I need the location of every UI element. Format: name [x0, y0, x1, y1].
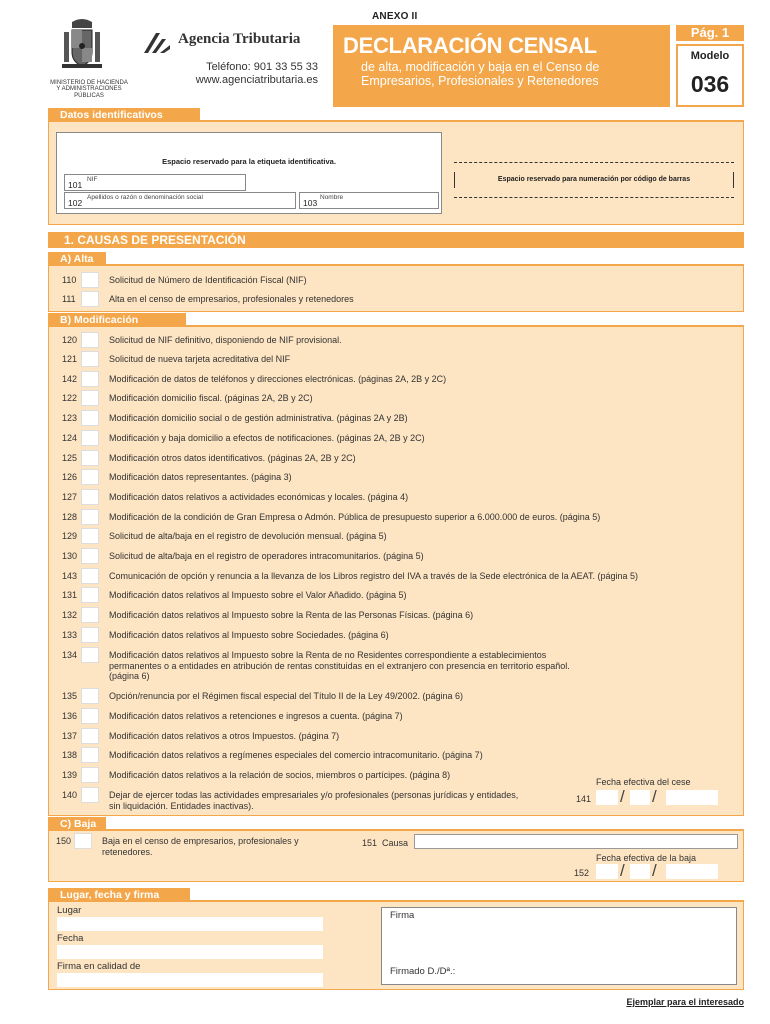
cese-day-field[interactable]	[596, 790, 618, 805]
causa-field[interactable]	[414, 834, 738, 849]
row-checkbox[interactable]	[81, 627, 99, 643]
calidad-label: Firma en calidad de	[57, 961, 141, 972]
lugar-field[interactable]	[57, 917, 323, 931]
nif-label: NIF	[87, 176, 98, 183]
row-number: 132	[62, 610, 78, 620]
agency-logo-icon	[142, 31, 172, 55]
document-subtitle: de alta, modificación y baja en el Censo de Empresarios, Profesionales y Retenedores	[361, 60, 600, 88]
row-text: Modificación datos relativos al Impuesto sobre el Valor Añadido. (página 5)	[109, 590, 407, 600]
row-checkbox[interactable]	[81, 747, 99, 763]
fecha-field[interactable]	[57, 945, 323, 959]
causa-label: Causa	[382, 838, 409, 848]
row-text: Dejar de ejercer todas las actividades empresariales y/o profesionales (personas jurídicas y entidades, sin liquidación. Entidades inactivas).	[109, 790, 519, 811]
model-number: 036	[690, 71, 730, 97]
row-checkbox[interactable]	[81, 371, 99, 387]
baja-date-number: 152	[574, 868, 590, 878]
tab-baja	[48, 817, 106, 831]
row-checkbox[interactable]	[81, 787, 99, 803]
row-text: Solicitud de nueva tarjeta acreditativa del NIF	[109, 354, 291, 364]
row-checkbox[interactable]	[81, 469, 99, 485]
row-number: 138	[62, 750, 78, 760]
firstname-label: Nombre	[320, 194, 344, 201]
row-number: 140	[62, 790, 78, 800]
calidad-field[interactable]	[57, 973, 323, 987]
row-number: 126	[62, 472, 78, 482]
row-text: Modificación datos relativos a la relación de socios, miembros o partícipes. (página 8)	[109, 770, 451, 780]
barcode-space-text: Espacio reservado para numeración por código de barras	[497, 176, 691, 183]
row-text: Solicitud de alta/baja en el registro de operadores intracomunitarios. (página 5)	[109, 551, 424, 561]
tab-alta-label: A) Alta	[60, 253, 94, 265]
row-number: 123	[62, 413, 78, 423]
row-number: 121	[62, 354, 78, 364]
cese-year-field[interactable]	[666, 790, 718, 805]
row-text: Comunicación de opción y renuncia a la llevanza de los Libros registro del IVA a través de la Sede electrónica de la AEAT. (página 5)	[109, 571, 638, 581]
baja-number: 150	[56, 836, 72, 846]
row-checkbox[interactable]	[81, 728, 99, 744]
tab-alta	[48, 252, 106, 266]
row-text: Modificación datos relativos a retenciones e ingresos a cuenta. (página 7)	[109, 711, 403, 721]
causa-number: 151	[362, 838, 378, 848]
row-number: 129	[62, 531, 78, 541]
ministry-label: MINISTERIO DE HACIENDA Y ADMINISTRACIONES PÚBLICAS	[50, 80, 128, 99]
nif-field[interactable]	[64, 174, 246, 191]
baja-month-field[interactable]	[630, 864, 650, 879]
copy-note: Ejemplar para el interesado	[626, 997, 744, 1007]
baja-year-field[interactable]	[666, 864, 718, 879]
row-text: Modificación datos relativos al Impuesto sobre Sociedades. (página 6)	[109, 630, 389, 640]
row-text: Modificación y baja domicilio a efectos de notificaciones. (páginas 2A, 2B y 2C)	[109, 433, 425, 443]
row-checkbox[interactable]	[81, 351, 99, 367]
row-text: Opción/renuncia por el Régimen fiscal especial del Título II de la Ley 49/2002. (página 6)	[109, 691, 464, 701]
row-number: 111	[62, 294, 76, 304]
row-number: 122	[62, 393, 78, 403]
row-text: Modificación domicilio fiscal. (páginas 2A, 2B y 2C)	[109, 393, 313, 403]
name-label: Apellidos o razón o denominación social	[87, 194, 203, 201]
alta-panel	[48, 265, 744, 312]
row-checkbox[interactable]	[81, 450, 99, 466]
name-field[interactable]	[64, 192, 296, 209]
row-text: Modificación datos representantes. (página 3)	[109, 472, 292, 482]
row-number: 136	[62, 711, 78, 721]
tab-datos-identificativos	[48, 108, 200, 122]
baja-text: Baja en el censo de empresarios, profesionales y retenedores.	[102, 836, 299, 857]
row-text: Solicitud de NIF definitivo, disponiendo de NIF provisional.	[109, 335, 342, 345]
row-checkbox[interactable]	[81, 489, 99, 505]
row-number: 133	[62, 630, 78, 640]
page-number: Pág. 1	[690, 25, 730, 40]
row-text: Modificación de la condición de Gran Empresa o Admón. Pública de presupuesto superior a 6.000.000 de euros. (página 5)	[109, 512, 601, 522]
baja-date-label: Fecha efectiva de la baja	[596, 853, 697, 863]
row-text: Modificación otros datos identificativos. (páginas 2A, 2B y 2C)	[109, 453, 356, 463]
nif-number: 101	[68, 180, 83, 190]
row-number: 142	[62, 374, 78, 384]
baja-day-field[interactable]	[596, 864, 618, 879]
row-number: 135	[62, 691, 78, 701]
cese-date-number: 141	[576, 794, 592, 804]
row-checkbox[interactable]	[81, 647, 99, 663]
row-number: 128	[62, 512, 78, 522]
coat-of-arms-icon	[62, 18, 102, 74]
agency-name: Agencia Tributaria	[178, 31, 301, 47]
tab-datos-label: Datos identificativos	[60, 109, 163, 121]
date-separator-icon: /	[652, 861, 657, 880]
row-text: Modificación domicilio social o de gestión administrativa. (páginas 2A y 2B)	[109, 413, 408, 423]
tab-firma-label: Lugar, fecha y firma	[60, 889, 160, 901]
row-checkbox[interactable]	[81, 688, 99, 704]
cese-month-field[interactable]	[630, 790, 650, 805]
date-separator-icon: /	[620, 787, 625, 806]
firma-label: Firma	[390, 910, 415, 921]
row-number: 120	[62, 335, 78, 345]
tab-modificacion-label: B) Modificación	[60, 314, 139, 326]
row-number: 127	[62, 492, 78, 502]
row-checkbox[interactable]	[81, 708, 99, 724]
fecha-label: Fecha	[57, 933, 84, 944]
model-label: Modelo	[690, 50, 730, 62]
row-checkbox[interactable]	[81, 548, 99, 564]
row-checkbox[interactable]	[81, 272, 99, 288]
firstname-number: 103	[303, 198, 318, 208]
cese-date-label: Fecha efectiva del cese	[596, 777, 691, 787]
row-number: 130	[62, 551, 78, 561]
row-checkbox[interactable]	[81, 568, 99, 584]
row-text: Modificación datos relativos al Impuesto sobre la Renta de las Personas Físicas. (página 6)	[109, 610, 474, 620]
row-number: 110	[62, 275, 77, 285]
row-checkbox[interactable]	[81, 410, 99, 426]
causas-title: 1. CAUSAS DE PRESENTACIÓN	[64, 233, 246, 247]
row-checkbox[interactable]	[81, 767, 99, 783]
tab-baja-label: C) Baja	[60, 818, 97, 830]
tab-modificacion	[48, 313, 186, 327]
agency-website: www.agenciatributaria.es	[195, 74, 318, 86]
row-number: 139	[62, 770, 78, 780]
row-checkbox[interactable]	[81, 528, 99, 544]
row-text: Modificación datos relativos al Impuesto sobre la Renta de no Residentes correspondiente a establecimientos permanentes o a entidades en atribución de rentas constituidas en el extranjero con presencia en territorio español. (página 6)	[109, 650, 570, 681]
row-text: Solicitud de Número de Identificación Fiscal (NIF)	[109, 275, 307, 285]
row-text: Modificación datos relativos a regímenes especiales del comercio intracomunitario. (página 7)	[109, 750, 483, 760]
lugar-label: Lugar	[57, 905, 82, 916]
row-text: Solicitud de alta/baja en el registro de devolución mensual. (página 5)	[109, 531, 387, 541]
row-number: 143	[62, 571, 78, 581]
row-text: Modificación datos relativos a actividades económicas y locales. (página 4)	[109, 492, 409, 502]
firstname-field[interactable]	[299, 192, 439, 209]
label-space-text: Espacio reservado para la etiqueta identificativa.	[162, 157, 336, 166]
date-separator-icon: /	[652, 787, 657, 806]
row-number: 125	[62, 453, 78, 463]
row-checkbox[interactable]	[81, 430, 99, 446]
row-number: 131	[62, 590, 78, 600]
row-text: Alta en el censo de empresarios, profesionales y retenedores	[109, 294, 354, 304]
row-text: Modificación de datos de teléfonos y direcciones electrónicas. (páginas 2A, 2B y 2C)	[109, 374, 447, 384]
row-text: Modificación datos relativos a otros Impuestos. (página 7)	[109, 731, 340, 741]
tab-lugar-fecha-firma	[48, 888, 190, 902]
row-number: 137	[62, 731, 78, 741]
row-checkbox[interactable]	[81, 332, 99, 348]
row-checkbox[interactable]	[81, 587, 99, 603]
date-separator-icon: /	[620, 861, 625, 880]
firmado-label: Firmado D./Dª.:	[390, 966, 456, 977]
row-checkbox[interactable]	[81, 509, 99, 525]
row-checkbox[interactable]	[81, 607, 99, 623]
row-number: 124	[62, 433, 78, 443]
row-checkbox[interactable]	[81, 291, 99, 307]
row-number: 134	[62, 650, 78, 660]
name-number: 102	[68, 198, 83, 208]
annex-label: ANEXO II	[372, 11, 418, 22]
row-checkbox[interactable]	[81, 390, 99, 406]
agency-phone: Teléfono: 901 33 55 33	[206, 61, 318, 73]
document-title: DECLARACIÓN CENSAL	[343, 33, 597, 58]
baja-checkbox[interactable]	[74, 833, 92, 849]
